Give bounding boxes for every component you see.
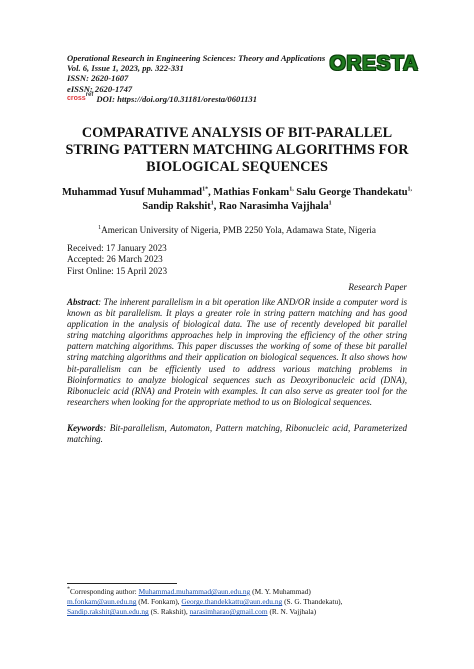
first-online-date: First Online: 15 April 2023 bbox=[67, 265, 168, 276]
email-link[interactable]: Sandip.rakshit@aun.edu.ng bbox=[67, 607, 149, 617]
abstract-label: Abstract bbox=[67, 297, 99, 307]
crossref-icon[interactable]: cross ref bbox=[67, 92, 94, 103]
email-link[interactable]: narasimharao@gmail.com bbox=[189, 607, 268, 617]
journal-header bbox=[67, 53, 347, 104]
author-list: Muhammad Yusuf Muhammad$^{1*}$, Mathias Fonkam$^{1,}$ Salu George Thandekatu$^{1,}$ Sandip Rakshit$^1$, Rao Narasimha Vajjhala$^1$ bbox=[61, 186, 413, 212]
keywords-text: : Bit-parallelism, Automaton, Pattern matching, Ribonucleic acid, Parameterized matching. bbox=[67, 423, 407, 445]
accepted-date: Accepted: 26 March 2023 bbox=[67, 254, 163, 265]
doi-link[interactable]: DOI: https://doi.org/10.31181/oresta/0601131 bbox=[96, 93, 258, 104]
email-link[interactable]: George.thandekkattu@aun.edu.ng bbox=[181, 597, 283, 607]
volume-line: Vol. 6, Issue 1, 2023, pp. 322-331 bbox=[67, 63, 184, 74]
received-date: Received: 17 January 2023 bbox=[67, 243, 167, 253]
affiliation: $^1$American University of Nigeria, PMB 2250 Yola, Adamawa State, Nigeria bbox=[98, 224, 376, 235]
keywords-label: Keywords bbox=[67, 423, 104, 433]
paper-title: COMPARATIVE ANALYSIS OF BIT-PARALLEL STRING PATTERN MATCHING ALGORITHMS FOR BIOLOGICAL SEQUENCES bbox=[65, 125, 409, 175]
publication-dates bbox=[67, 243, 167, 277]
oresta-logo: ORESTA bbox=[329, 52, 419, 75]
corresponding-footnote: *Corresponding author: Muhammad.muhammad@aun.edu.ng (M. Y. Muhammad) m.fonkam@aun.edu.ng (M. Fonkam), George.thandekkattu@aun.edu.ng (S. G. Thandekatu), Sandip.rakshit@aun.edu.ng (S. Rakshit), narasimharao@gmail.com (R. N. Vajjhala) bbox=[67, 586, 343, 617]
abstract-text: : The inherent parallelism in a bit operation like AND/OR inside a computer word is known as bit parallelism. It plays a greater role in string pattern matching and has good application in the analysis of biological data. The use of recently developed bit parallel string matching algorithms approaches help in improving the efficiency of the other string pattern matching algorithms. This paper discusses the working of some of these bit parallel string matching algorithms and their application on biological sequences. It also shows how bit-parallelism can be efficiently used to address various matching problems in Bioinformatics to analyze biological sequences such as Deoxyribonucleic acid (DNA), Ribonucleic acid (RNA) and Protein with examples. It can also serve as greater tool for the researchers when looking for the appropriate method to us on Biological sequences. bbox=[67, 297, 407, 407]
footnote-divider bbox=[67, 583, 177, 584]
eissn: eISSN: 2620-1747 bbox=[67, 83, 133, 94]
doi-line bbox=[67, 94, 347, 104]
abstract bbox=[67, 297, 407, 408]
email-link[interactable]: m.fonkam@aun.edu.ng bbox=[67, 597, 137, 607]
keywords bbox=[67, 423, 407, 445]
issn: ISSN: 2620-1607 bbox=[67, 73, 129, 84]
paper-type: Research Paper bbox=[348, 282, 407, 292]
email-link[interactable]: Muhammad.muhammad@aun.edu.ng bbox=[138, 587, 251, 596]
journal-name: Operational Research in Engineering Sciences: Theory and Applications bbox=[67, 53, 326, 63]
